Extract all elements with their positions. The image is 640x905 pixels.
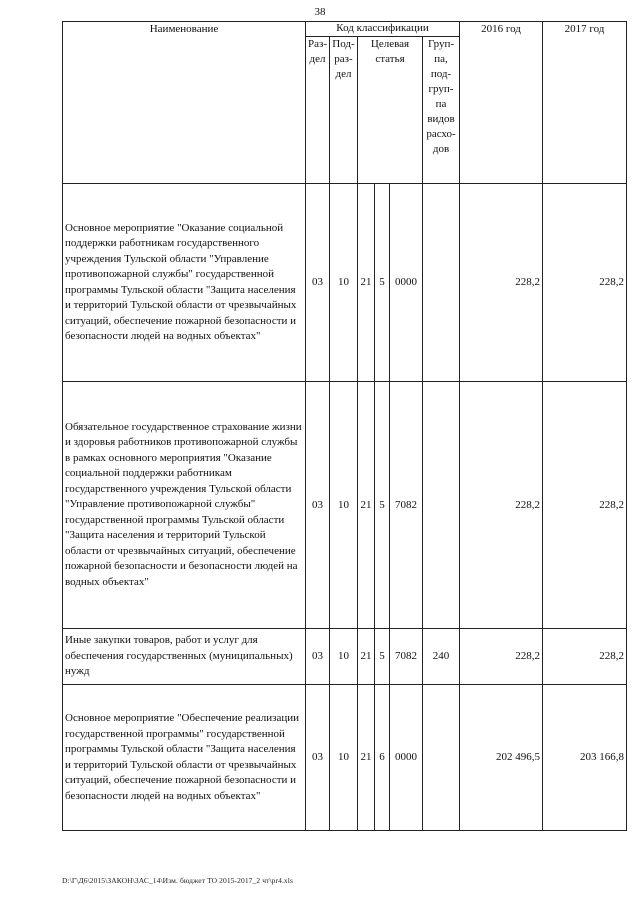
row-subsection: 10 — [330, 629, 358, 685]
row-value-2017: 203 166,8 — [543, 685, 627, 831]
row-target-subprogram: 5 — [375, 629, 390, 685]
row-value-2016: 228,2 — [460, 184, 543, 382]
row-target-program: 21 — [358, 685, 375, 831]
row-name: Основное мероприятие "Оказание социальной поддержки работникам государственного учреждения Тульской области "Управление противопожарной службы" государственной программы Тульской области "Защита населения и территорий Тульской области от чрезвычайных ситуаций, обеспечение пожарной безопасности и безопасности людей на водных объектах" — [63, 184, 306, 382]
row-value-2017: 228,2 — [543, 629, 627, 685]
row-value-2016: 228,2 — [460, 629, 543, 685]
row-target-direction: 0000 — [390, 685, 423, 831]
row-target-direction: 0000 — [390, 184, 423, 382]
row-value-2017: 228,2 — [543, 382, 627, 629]
row-expense-group: 240 — [423, 629, 460, 685]
row-target-program: 21 — [358, 184, 375, 382]
row-expense-group — [423, 184, 460, 382]
row-target-subprogram: 6 — [375, 685, 390, 831]
row-target-program: 21 — [358, 629, 375, 685]
row-section: 03 — [306, 685, 330, 831]
row-expense-group — [423, 382, 460, 629]
row-value-2016: 202 496,5 — [460, 685, 543, 831]
table-row — [63, 629, 627, 685]
row-name: Основное мероприятие "Обеспечение реализации государственной программы" государственной программы Тульской области "Защита населения и территорий Тульской области от чрезвычайных ситуаций, обеспечение пожарной безопасности и безопасности людей на водных объектах" — [63, 685, 306, 831]
row-section: 03 — [306, 629, 330, 685]
row-subsection: 10 — [330, 685, 358, 831]
header-year-2016: 2016 год — [460, 22, 543, 184]
row-value-2017: 228,2 — [543, 184, 627, 382]
header-expense-group: Груп- па, под- груп- па видов расхо- дов — [423, 37, 460, 184]
header-name: Наименование — [63, 22, 306, 184]
budget-table — [62, 21, 627, 831]
row-target-subprogram: 5 — [375, 184, 390, 382]
table-row — [63, 382, 627, 629]
header-year-2017: 2017 год — [543, 22, 627, 184]
row-value-2016: 228,2 — [460, 382, 543, 629]
file-path-footer: D:\Г\Д6\2015\ЗАКОН\ЗАС_14\Изм. бюджет ТО 2015-2017_2 чт\pr4.xls — [62, 876, 293, 885]
row-target-direction: 7082 — [390, 382, 423, 629]
header-subsection: Под- раз- дел — [330, 37, 358, 184]
row-section: 03 — [306, 184, 330, 382]
row-section: 03 — [306, 382, 330, 629]
row-target-direction: 7082 — [390, 629, 423, 685]
header-target-article: Целевая статья — [358, 37, 423, 184]
row-name: Обязательное государственное страхование жизни и здоровья работников противопожарной службы в рамках основного мероприятия "Оказание социальной поддержки работникам государственного учреждения Тульской области "Управление противопожарной службы" государственной программы Тульской области "Защита населения и территорий Тульской области от чрезвычайных ситуаций, обеспечение пожарной безопасности и безопасности людей на водных объектах" — [63, 382, 306, 629]
row-name: Иные закупки товаров, работ и услуг для обеспечения государственных (муниципальных) нужд — [63, 629, 306, 685]
table-row — [63, 685, 627, 831]
row-subsection: 10 — [330, 184, 358, 382]
page-number: 38 — [314, 6, 326, 18]
row-target-program: 21 — [358, 382, 375, 629]
row-subsection: 10 — [330, 382, 358, 629]
table-row — [63, 184, 627, 382]
header-code-classification: Код классификации — [306, 22, 460, 37]
header-section: Раз- дел — [306, 37, 330, 184]
row-expense-group — [423, 685, 460, 831]
row-target-subprogram: 5 — [375, 382, 390, 629]
